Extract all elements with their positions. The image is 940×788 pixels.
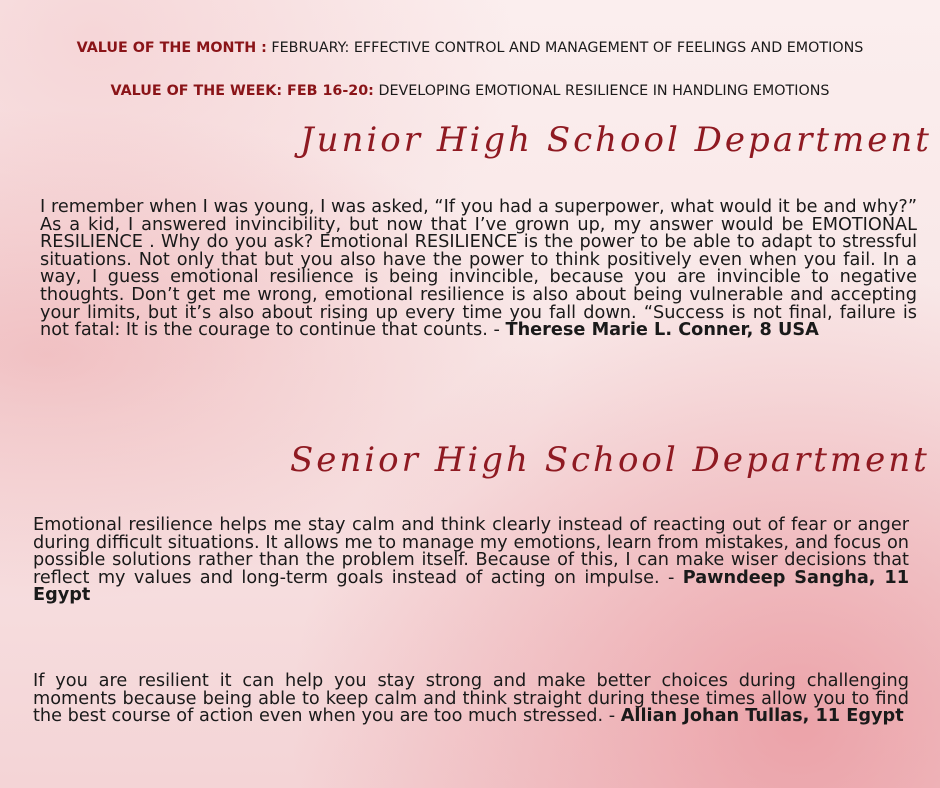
essay-author: Pawndeep Sangha, 11 Egypt xyxy=(33,567,910,606)
essay-text: If you are resilient it can help you stay strong and make better choices during challenging moments because being able to keep calm and think straight during these times allow you to find the best course of action even when you are too much stressed. - xyxy=(33,671,909,727)
junior-high-heading: Junior High School Department xyxy=(300,120,932,160)
week-label: VALUE OF THE WEEK: FEB 16-20: xyxy=(110,83,374,99)
month-label: VALUE OF THE MONTH : xyxy=(76,40,267,56)
essay-text: I remember when I was young, I was asked, “If you had a superpower, what would it be and why?” As a kid, I answered invincibility, but now that I’ve grown up, my answer would be EMOTIONAL RESILIENCE . Why do you ask? Emotional RESILIENCE is the power to be able to adapt to stressful situations. Not only that but you also have the power to think positively even when you fail. In a way, I guess emotional resilience is being invincible, because you are invincible to negative thoughts. Don’t get me wrong, emotional resilience is also about being vulnerable and accepting your limits, but it’s also about rising up every time you fall down. “Success is not final, failure is not fatal: It is the courage to continue that counts. - xyxy=(40,197,917,341)
junior-high-essay xyxy=(40,199,917,340)
essay-author: Allian Johan Tullas, 11 Egypt xyxy=(620,706,904,727)
value-of-the-week xyxy=(0,81,940,101)
senior-high-essay-1 xyxy=(33,517,909,605)
senior-high-essay-2 xyxy=(33,673,909,726)
senior-high-heading: Senior High School Department xyxy=(290,440,930,480)
essay-text: Emotional resilience helps me stay calm and think clearly instead of reacting out of fear or anger during difficult situations. It allows me to manage my emotions, learn from mistakes, and focus on possible solutions rather than the problem itself. Because of this, I can make wiser decisions that reflect my values and long-term goals instead of acting on impulse. - xyxy=(33,515,909,588)
essay-author: Therese Marie L. Conner, 8 USA xyxy=(505,320,819,341)
week-text: DEVELOPING EMOTIONAL RESILIENCE IN HANDLING EMOTIONS xyxy=(378,83,830,99)
value-of-the-month xyxy=(0,38,940,58)
month-text: FEBRUARY: EFFECTIVE CONTROL AND MANAGEMENT OF FEELINGS AND EMOTIONS xyxy=(271,40,864,56)
